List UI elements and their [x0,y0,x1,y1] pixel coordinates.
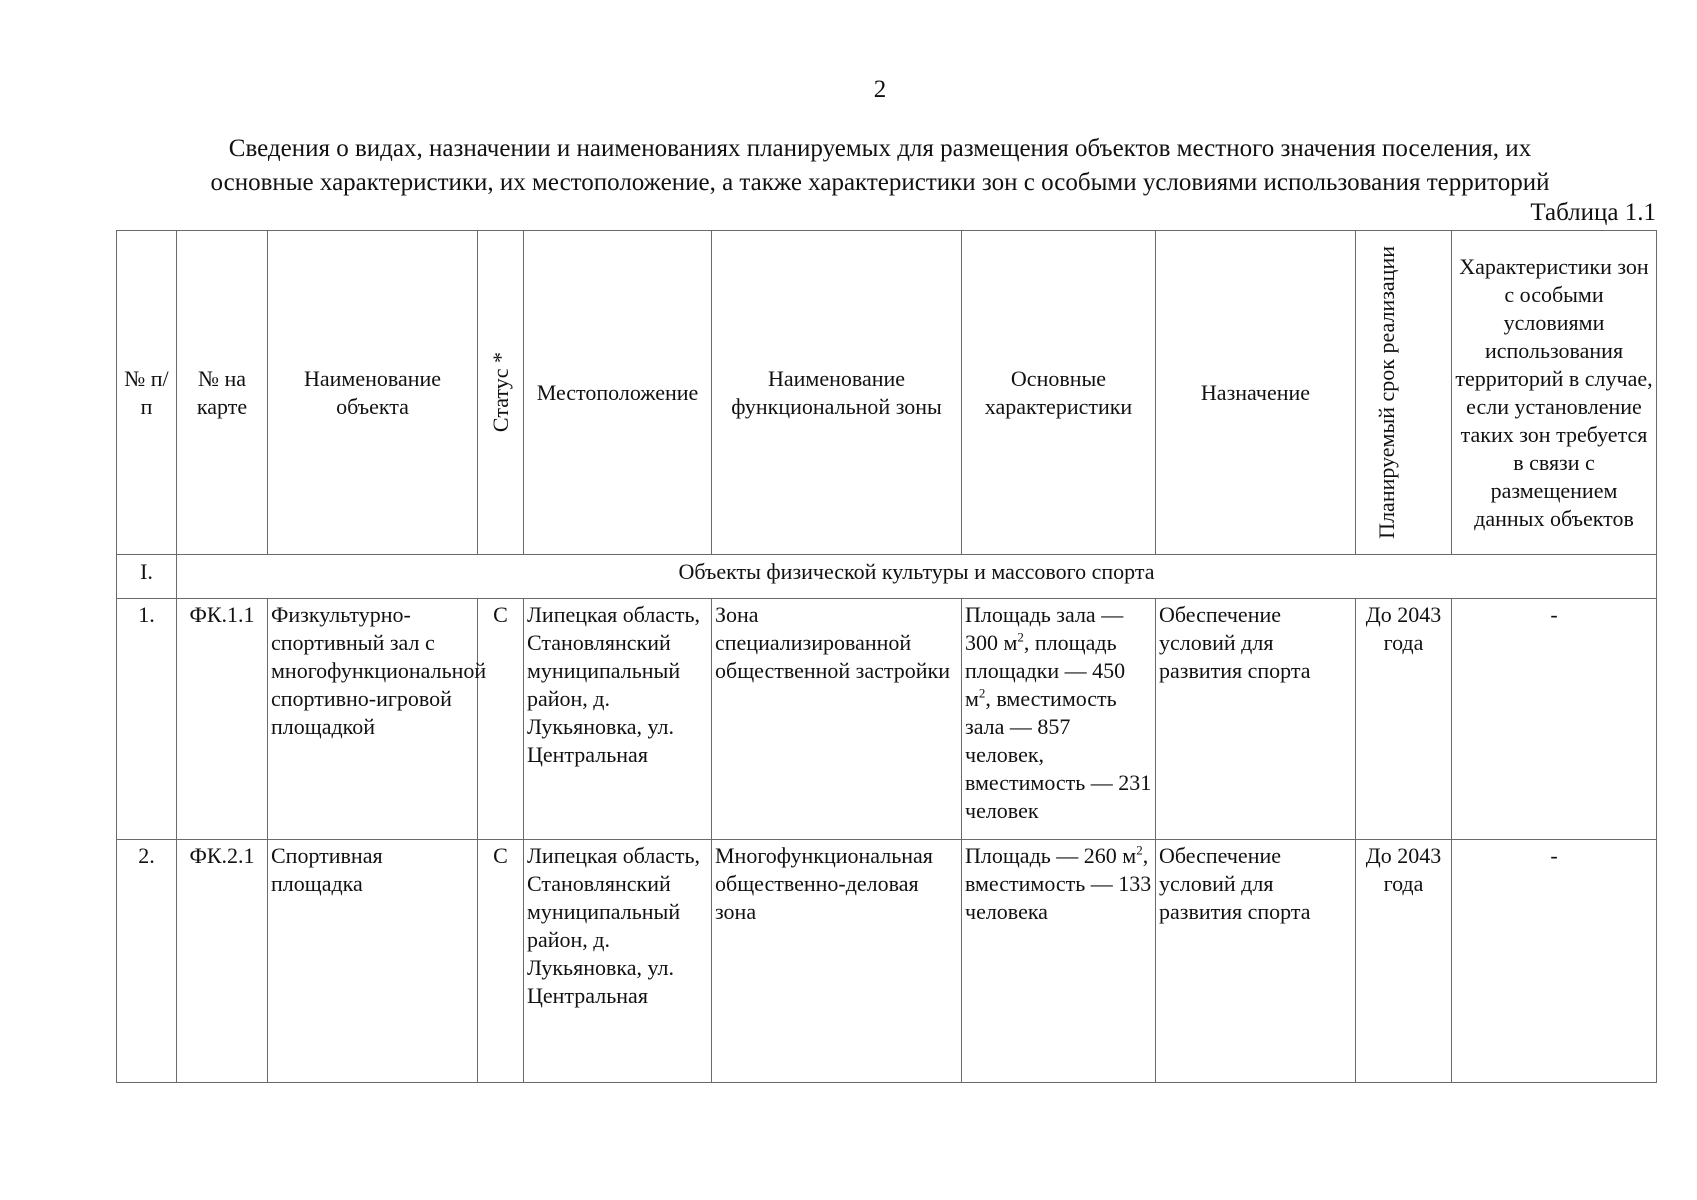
row-status: С [478,840,524,1083]
row-map-num: ФК.1.1 [177,599,268,840]
row-name: Спортивная площадка [268,840,478,1083]
char-part-b: , вместимость — 133 человека [965,843,1152,924]
char-part-a: Площадь — 260 м [965,843,1137,868]
header-purpose: Назначение [1156,231,1356,555]
header-map-num: № на карте [177,231,268,555]
superscript-2: 2 [1017,629,1024,645]
section-num: I. [117,555,177,599]
section-row [117,555,1657,599]
char-part-b: , площадь площадки — 450 м [965,630,1126,711]
row-deadline: До 2043 года [1356,840,1452,1083]
header-status-cell [478,231,524,555]
row-location: Липецкая область, Становлянский муниципальный район, д. Лукьяновка, ул. Центральная [524,599,712,840]
document-title [100,132,1660,200]
header-status: Статус * [487,352,513,433]
superscript-2: 2 [978,685,986,701]
header-zone: Наименование функциональной зоны [712,231,962,555]
table-header-row [117,231,1657,555]
row-characteristics [962,599,1156,840]
row-zone-characteristics: - [1452,840,1657,1083]
title-line-1: Сведения о видах, назначении и наименованиях планируемых для размещения объектов местного значения поселения, их [228,135,1532,162]
row-map-num: ФК.2.1 [177,840,268,1083]
objects-table [116,230,1657,1083]
row-purpose: Обеспечение условий для развития спорта [1156,599,1356,840]
header-deadline: Планируемый срок реализации [1373,246,1399,539]
row-zone: Зона специализированной общественной застройки [712,599,962,840]
header-zone-characteristics: Характеристики зон с особыми условиями использования территорий в случае, если установление таких зон требуется в связи с размещением данных объектов [1452,231,1657,555]
row-zone-characteristics: - [1452,599,1657,840]
row-zone: Многофункциональная общественно-деловая зона [712,840,962,1083]
row-status: С [478,599,524,840]
section-title: Объекты физической культуры и массового спорта [177,555,1657,599]
title-line-2: основные характеристики, их местоположение, а также характеристики зон с особыми условиями использования территорий [210,169,1550,196]
row-num: 1. [117,599,177,840]
char-part-c: , вместимость зала — 857 человек, вместимость — 231 человек [965,686,1152,823]
table-row [117,599,1657,840]
superscript-2: 2 [1136,842,1143,858]
header-name: Наименование объекта [268,231,478,555]
header-deadline-cell [1356,231,1452,555]
table-label: Таблица 1.1 [1530,199,1656,226]
row-deadline: До 2043 года [1356,599,1452,840]
char-part-a: Площадь зала — 300 м [965,602,1124,655]
table-row [117,840,1657,1083]
page-number: 2 [873,76,887,103]
row-characteristics [962,840,1156,1083]
row-name: Физкультурно-спортивный зал с многофункциональной спортивно-игровой площадкой [268,599,478,840]
header-num: № п/п [117,231,177,555]
row-purpose: Обеспечение условий для развития спорта [1156,840,1356,1083]
header-characteristics: Основные характеристики [962,231,1156,555]
header-location: Местоположение [524,231,712,555]
row-location: Липецкая область, Становлянский муниципальный район, д. Лукьяновка, ул. Центральная [524,840,712,1083]
row-num: 2. [117,840,177,1083]
